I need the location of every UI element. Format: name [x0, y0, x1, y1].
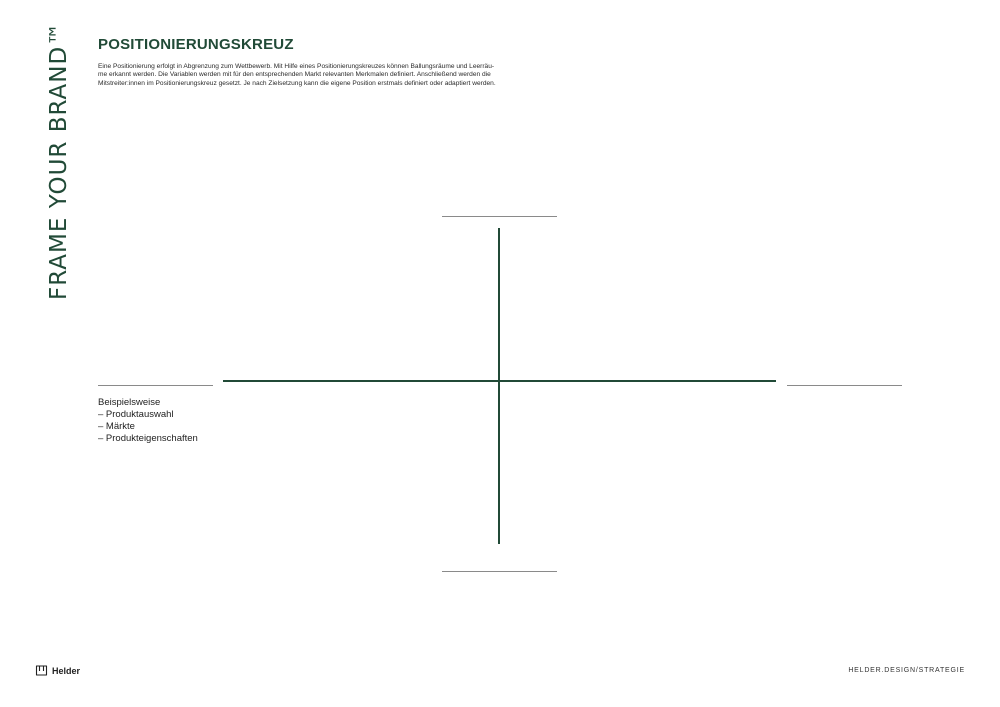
example-heading: Beispielsweise — [98, 397, 161, 408]
intro-line: Mitstreiter:innen im Positionierungskreuz gesetzt. Je nach Zielsetzung kann die eigene Position erstmals definiert oder adaptiert werden. — [98, 79, 496, 87]
left-axis-label-line[interactable] — [98, 385, 213, 386]
logo-text: Helder — [52, 665, 81, 676]
example-item: – Märkte — [98, 421, 135, 432]
top-axis-label-line[interactable] — [442, 216, 557, 217]
intro-text — [98, 63, 588, 88]
vertical-axis — [498, 228, 500, 544]
bottom-axis-label-line[interactable] — [442, 571, 557, 572]
example-item: – Produkteigenschaften — [98, 433, 198, 444]
helder-logo — [35, 665, 80, 676]
side-brand-text: FRAME YOUR BRAND™ — [46, 21, 72, 300]
helder-logo-icon — [35, 665, 48, 676]
footer-url[interactable]: HELDER.DESIGN/STRATEGIE — [848, 667, 965, 674]
example-list — [98, 397, 198, 445]
right-axis-label-line[interactable] — [787, 385, 902, 386]
page-title: POSITIONIERUNGSKREUZ — [98, 36, 294, 53]
example-item: – Produktauswahl — [98, 409, 174, 420]
intro-line: me erkannt werden. Die Variablen werden mit für den entsprechenden Markt relevanten Merkmalen definiert. Anschließend werden die — [98, 71, 491, 79]
intro-line: Eine Positionierung erfolgt in Abgrenzung zum Wettbewerb. Mit Hilfe eines Positionierungskreuzes können Ballungsräume und Leerräu- — [98, 63, 495, 70]
